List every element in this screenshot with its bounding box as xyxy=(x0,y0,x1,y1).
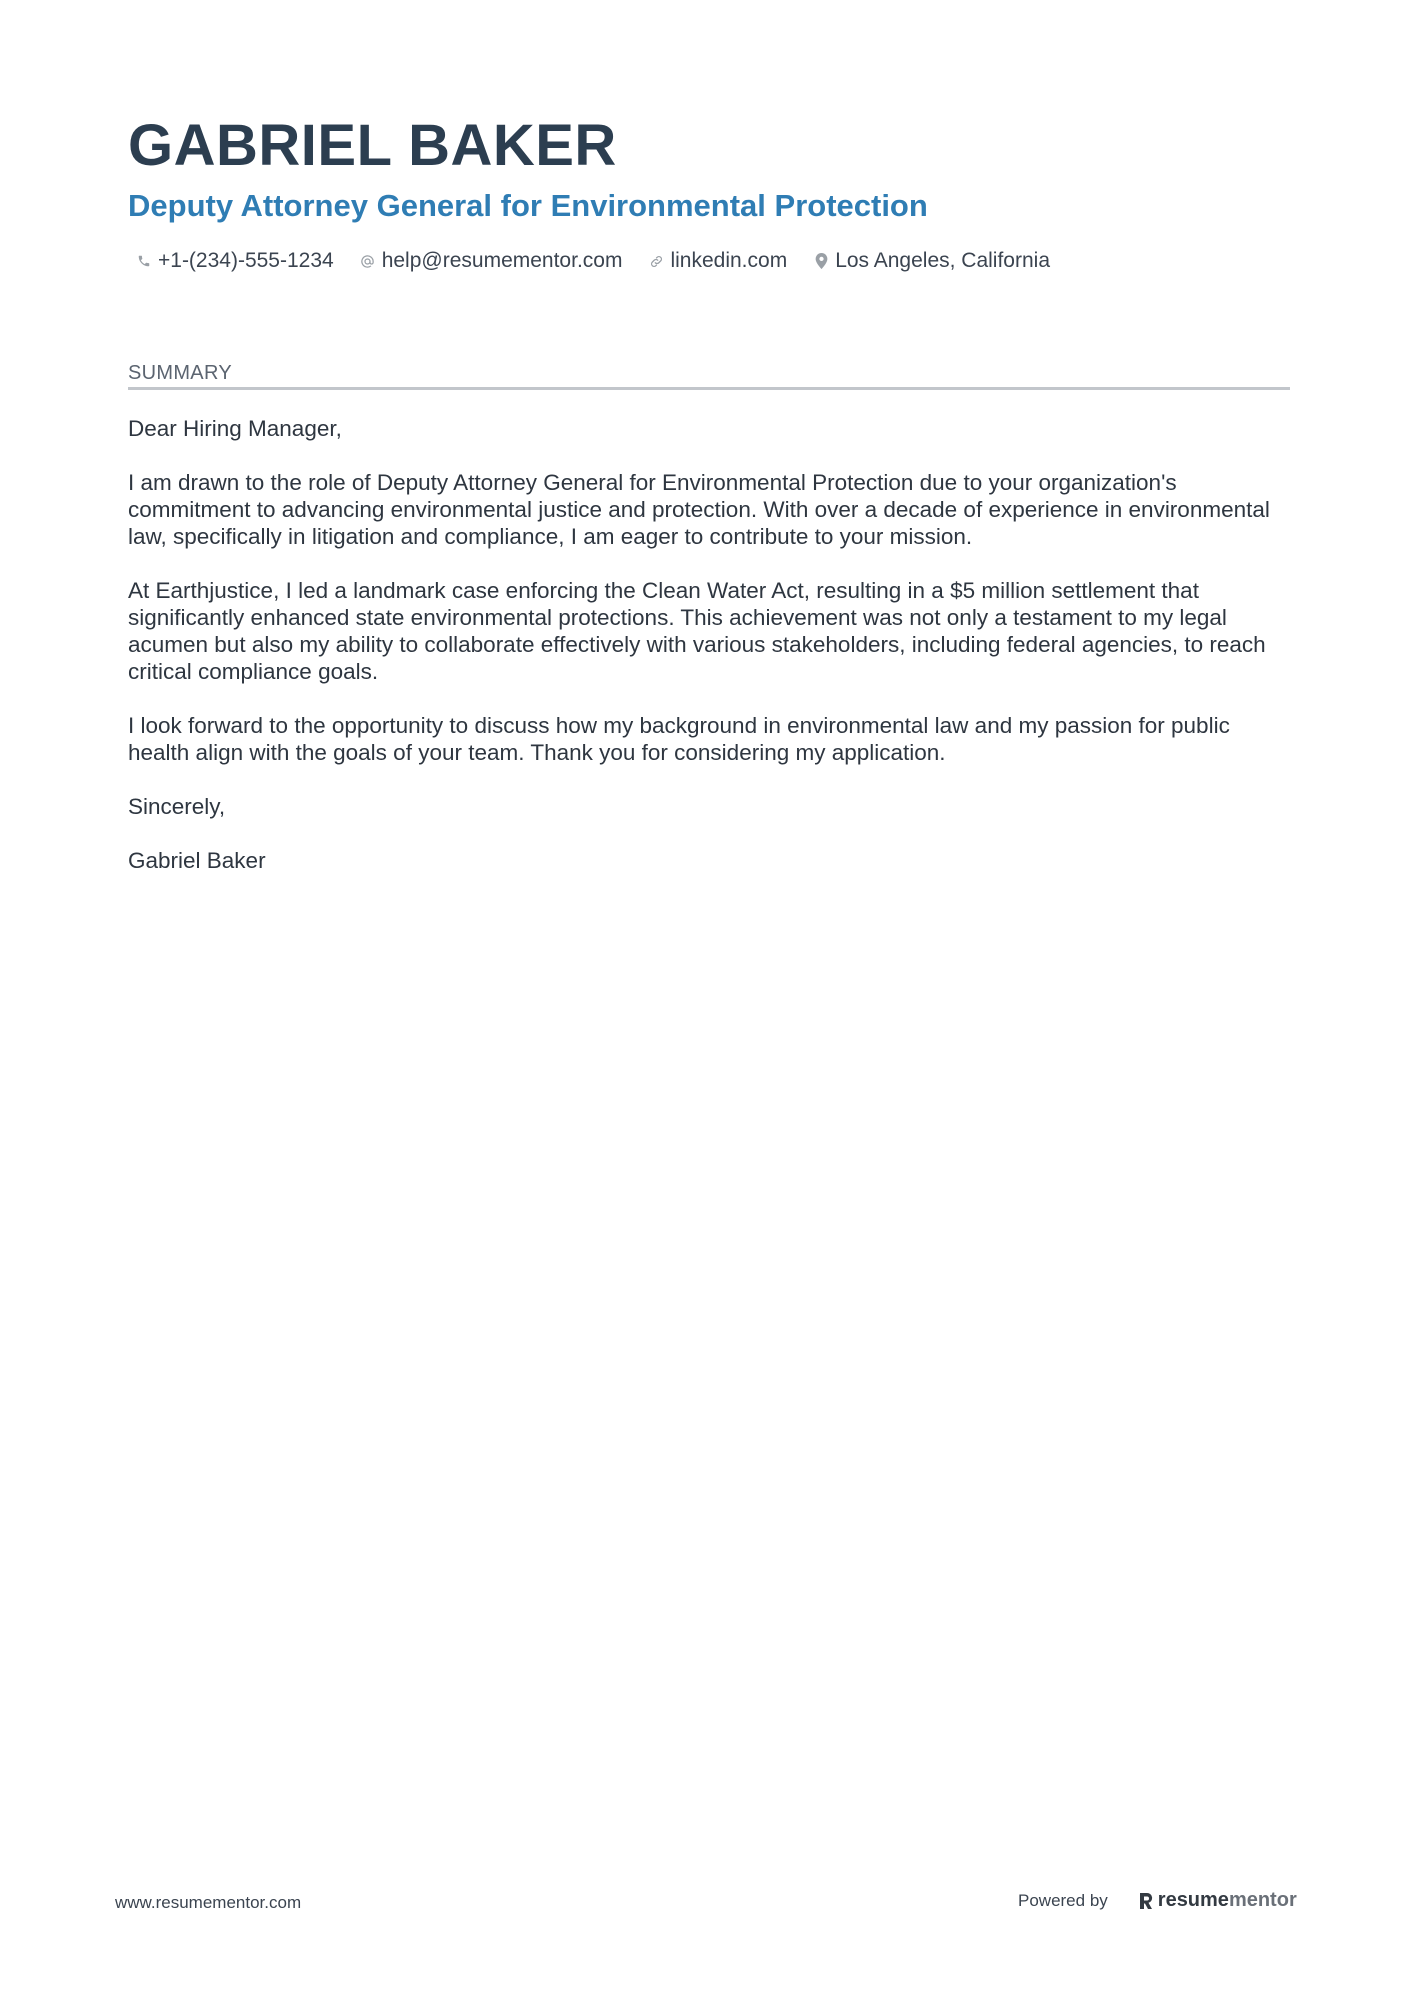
contact-email xyxy=(360,246,623,276)
resumementor-logo[interactable] xyxy=(1138,1889,1297,1912)
phone-icon xyxy=(136,252,152,270)
paragraph-achievement: At Earthjustice, I led a landmark case enforcing the Clean Water Act, resulting in a $5 million settlement that significantly enhanced state environmental protections. This achievement was not only a testament to my legal acumen but also my ability to collaborate effectively with various stakeholders, including federal agencies, to reach critical compliance goals. xyxy=(128,578,1266,684)
contact-phone xyxy=(136,246,334,276)
brand-name-part1: resume xyxy=(1157,1889,1229,1911)
location-pin-icon xyxy=(813,252,829,270)
signature-name: Gabriel Baker xyxy=(128,848,266,873)
location-value: Los Angeles, California xyxy=(835,249,1051,272)
at-icon xyxy=(360,252,376,270)
footer-branding xyxy=(1018,1889,1297,1912)
powered-by-label: Powered by xyxy=(1018,1890,1108,1910)
link-icon xyxy=(648,252,664,270)
linkedin-value: linkedin.com xyxy=(670,249,788,272)
letter-body xyxy=(128,415,1293,901)
paragraph-intro: I am drawn to the role of Deputy Attorney General for Environmental Protection due to your organization's commitment to advancing environmental justice and protection. With over a decade of experience in environmental law, specifically in litigation and compliance, I am eager to contribute to your mission. xyxy=(128,470,1270,549)
sign-off: Sincerely, xyxy=(128,794,226,819)
job-title: Deputy Attorney General for Environmental Protection xyxy=(128,188,928,223)
paragraph-closing: I look forward to the opportunity to discuss how my background in environmental law and my passion for public health align with the goals of your team. Thank you for considering my application. xyxy=(128,713,1230,765)
contact-linkedin xyxy=(648,246,787,276)
brand-name-part2: mentor xyxy=(1228,1889,1297,1911)
footer-website[interactable]: www.resumementor.com xyxy=(115,1893,302,1912)
contact-location xyxy=(813,246,1050,276)
salutation: Dear Hiring Manager, xyxy=(128,416,342,441)
phone-value: +1-(234)-555-1234 xyxy=(158,249,334,272)
candidate-name: GABRIEL BAKER xyxy=(128,113,617,178)
resumementor-mark-icon xyxy=(1138,1891,1154,1911)
section-divider xyxy=(128,387,1290,390)
contact-bar xyxy=(136,246,1076,276)
summary-heading: SUMMARY xyxy=(128,362,232,384)
email-value: help@resumementor.com xyxy=(381,249,623,272)
